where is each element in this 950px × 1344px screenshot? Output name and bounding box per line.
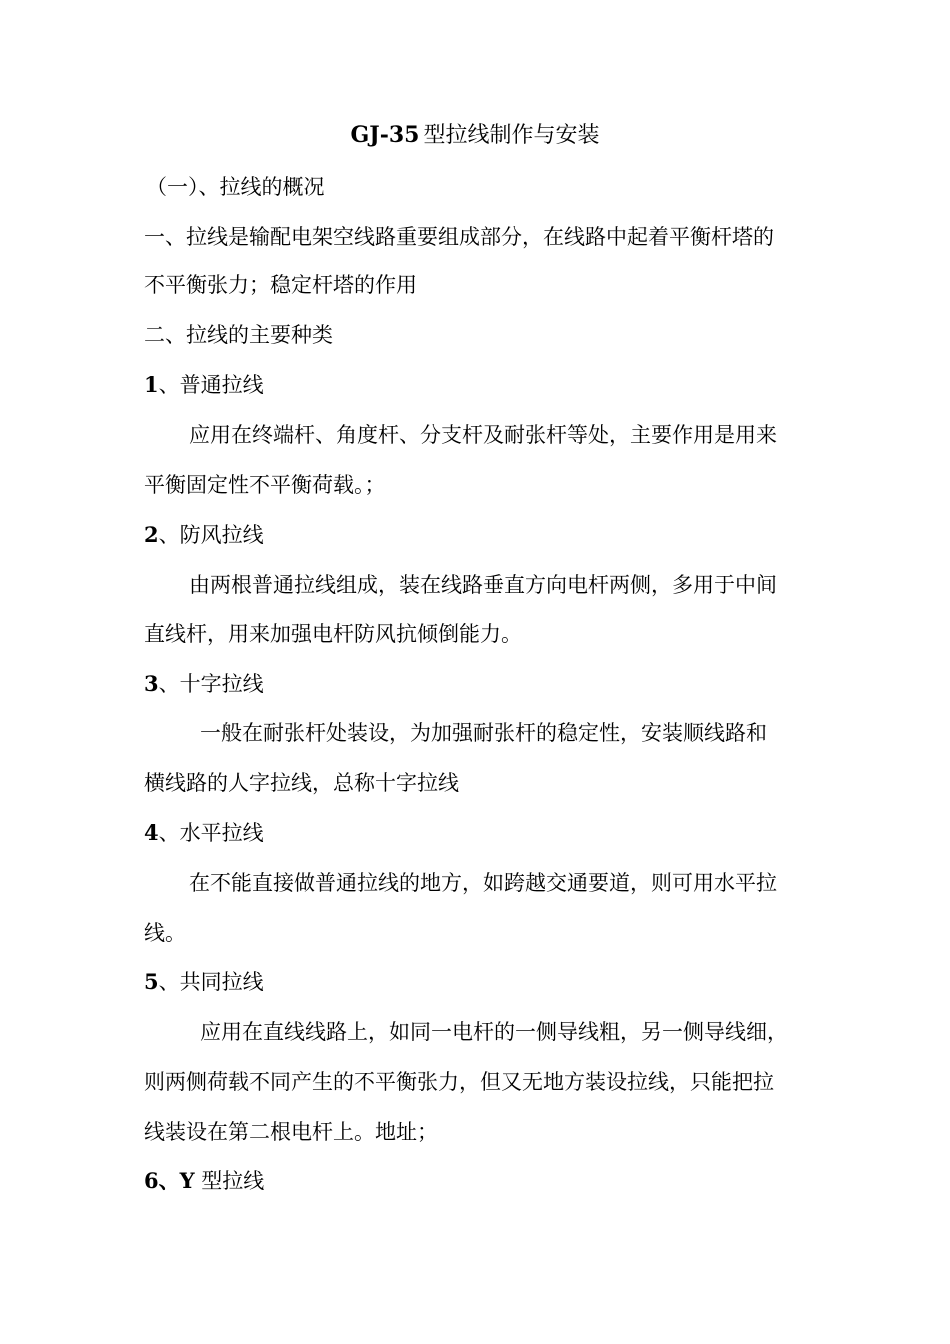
paragraph-1-line-2: 不平衡张力；稳定杆塔的作用	[144, 273, 417, 297]
paragraph-1-line-1: 一、拉线是输配电架空线路重要组成部分，在线路中起着平衡杆塔的	[144, 225, 774, 249]
item-4-line-2: 线。	[144, 921, 186, 945]
item-4-line-1: 在不能直接做普通拉线的地方，如跨越交通要道，则可用水平拉	[189, 871, 777, 895]
item-3-heading	[144, 669, 264, 699]
item-4-heading	[144, 818, 264, 848]
document-title	[0, 120, 950, 151]
item-3-line-1: 一般在耐张杆处装设，为加强耐张杆的稳定性，安装顺线路和	[200, 721, 767, 745]
item-2-heading	[144, 520, 264, 550]
title-code: GJ-35	[350, 122, 420, 148]
item-4-number: 4	[144, 820, 159, 845]
item-5-title: 、共同拉线	[158, 970, 264, 994]
item-2-number: 2	[144, 522, 159, 547]
item-4-title: 、水平拉线	[158, 821, 264, 845]
item-3-title: 、十字拉线	[158, 672, 264, 696]
item-2-title: 、防风拉线	[158, 523, 264, 547]
item-6-title-prefix: 、Y	[158, 1168, 195, 1193]
item-6-number: 6	[144, 1168, 159, 1193]
item-1-title: 、普通拉线	[158, 373, 264, 397]
item-3-line-2: 横线路的人字拉线，总称十字拉线	[144, 771, 459, 795]
item-5-line-3: 线装设在第二根电杆上。地址；	[144, 1120, 438, 1144]
item-1-heading	[144, 370, 264, 400]
item-6-heading	[144, 1166, 264, 1196]
item-3-number: 3	[144, 671, 159, 696]
item-1-line-2: 平衡固定性不平衡荷载。；	[144, 473, 386, 497]
section-overview-heading: （一）、拉线的概况	[146, 175, 325, 199]
item-5-line-1: 应用在直线线路上，如同一电杆的一侧导线粗，另一侧导线细，	[200, 1020, 788, 1044]
item-1-number: 1	[144, 372, 159, 397]
item-5-number: 5	[144, 969, 159, 994]
item-1-line-1: 应用在终端杆、角度杆、分支杆及耐张杆等处，主要作用是用来	[189, 423, 777, 447]
paragraph-2-heading: 二、拉线的主要种类	[144, 323, 333, 347]
title-text: 型拉线制作与安装	[423, 123, 600, 148]
item-5-line-2: 则两侧荷载不同产生的不平衡张力，但又无地方装设拉线，只能把拉	[144, 1070, 774, 1094]
item-5-heading	[144, 967, 264, 997]
item-2-line-2: 直线杆，用来加强电杆防风抗倾倒能力。	[144, 622, 522, 646]
item-6-title: 型拉线	[194, 1169, 265, 1193]
item-2-line-1: 由两根普通拉线组成，装在线路垂直方向电杆两侧，多用于中间	[189, 573, 777, 597]
